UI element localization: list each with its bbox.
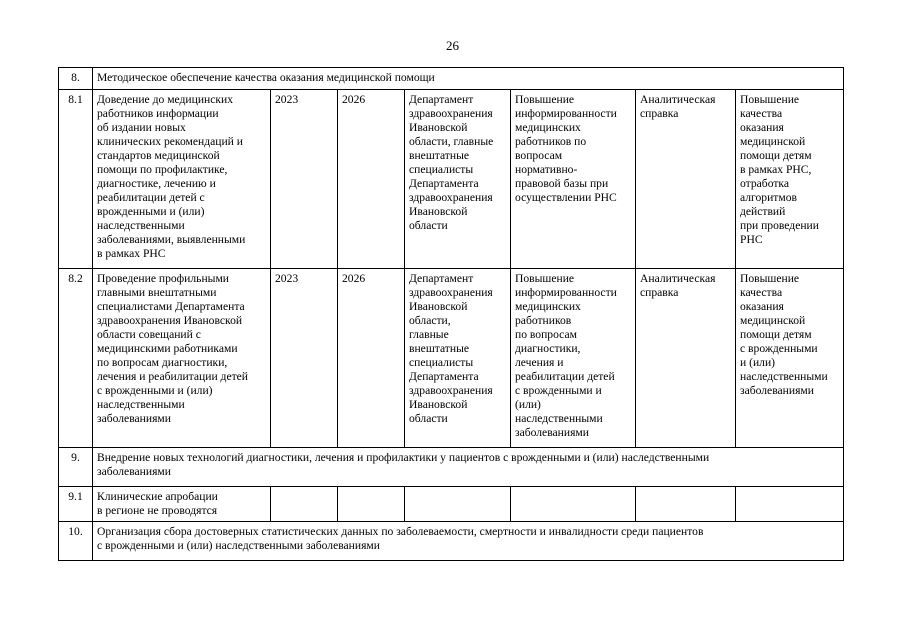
row-number: 8.2 (59, 269, 93, 448)
section-title: Внедрение новых технологий диагностики, лечения и профилактики у пациентов с врожденными и (или) наследственными заболеваниями (93, 448, 844, 487)
effect-cell (736, 487, 844, 522)
result-cell: Повышение информированности медицинских работников по вопросам диагностики, лечения и реабилитации детей с врожденными и (или) наследственными заболеваниями (511, 269, 636, 448)
page-number: 26 (446, 38, 459, 53)
document-cell: Аналитическая справка (636, 90, 736, 269)
section-title: Методическое обеспечение качества оказания медицинской помощи (93, 68, 844, 90)
end-year-cell: 2026 (338, 90, 405, 269)
row-number: 8. (59, 68, 93, 90)
responsible-cell (405, 487, 511, 522)
end-year-cell (338, 487, 405, 522)
table-row-section-9 (59, 448, 844, 487)
row-number: 9.1 (59, 487, 93, 522)
measure-cell: Проведение профильными главными внештатными специалистами Департамента здравоохранения Ивановской области совещаний с медицинскими работниками по вопросам диагностики, лечения и реабилитации детей с врожденными и (или) наследственными заболеваниями (93, 269, 271, 448)
measures-table (58, 67, 844, 561)
row-number: 10. (59, 522, 93, 561)
start-year-cell: 2023 (271, 90, 338, 269)
result-cell: Повышение информированности медицинских работников по вопросам нормативно- правовой базы при осуществлении РНС (511, 90, 636, 269)
measure-cell: Доведение до медицинских работников информации об издании новых клинических рекомендаций и стандартов медицинской помощи по профилактике, диагностике, лечению и реабилитации детей с врожденными и (или) наследственными заболеваниями, выявленными в рамках РНС (93, 90, 271, 269)
document-cell (636, 487, 736, 522)
table-row-section-8 (59, 68, 844, 90)
result-cell (511, 487, 636, 522)
row-number: 9. (59, 448, 93, 487)
section-title: Организация сбора достоверных статистических данных по заболеваемости, смертности и инвалидности среди пациентов с врожденными и (или) наследственными заболеваниями (93, 522, 844, 561)
row-number: 8.1 (59, 90, 93, 269)
table-row-section-10 (59, 522, 844, 561)
start-year-cell: 2023 (271, 269, 338, 448)
responsible-cell: Департамент здравоохранения Ивановской области, главные внештатные специалисты Департамента здравоохранения Ивановской области (405, 90, 511, 269)
table-row-8-1 (59, 90, 844, 269)
measure-cell: Клинические апробации в регионе не проводятся (93, 487, 271, 522)
table-row-9-1 (59, 487, 844, 522)
effect-cell: Повышение качества оказания медицинской помощи детям в рамках РНС, отработка алгоритмов действий при проведении РНС (736, 90, 844, 269)
start-year-cell (271, 487, 338, 522)
end-year-cell: 2026 (338, 269, 405, 448)
responsible-cell: Департамент здравоохранения Ивановской области, главные внештатные специалисты Департамента здравоохранения Ивановской области (405, 269, 511, 448)
effect-cell: Повышение качества оказания медицинской помощи детям с врожденными и (или) наследственными заболеваниями (736, 269, 844, 448)
table-row-8-2 (59, 269, 844, 448)
document-cell: Аналитическая справка (636, 269, 736, 448)
